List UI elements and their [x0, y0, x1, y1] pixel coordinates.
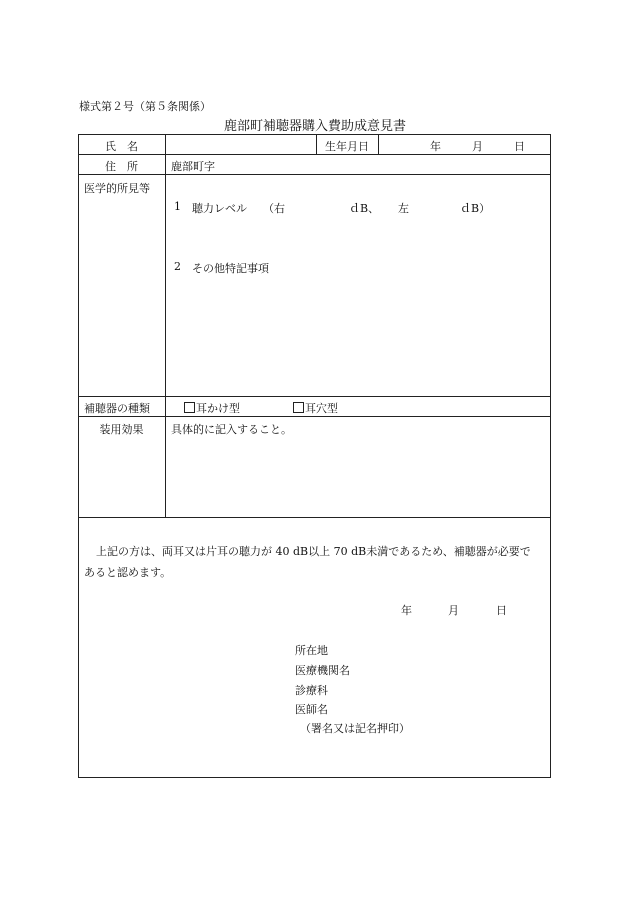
cert-day-label: 日 — [496, 604, 507, 617]
hearing-level-label: 聴力レベル — [192, 202, 247, 215]
cert-month-label: 月 — [448, 604, 459, 617]
left-ear-db-unit: ｄB） — [460, 202, 491, 215]
birth-day-label: 日 — [514, 140, 525, 153]
type-option-in-ear-label: 耳穴型 — [305, 402, 338, 415]
certification-statement-line2: あると認めます。 — [84, 566, 172, 579]
other-notes-label: その他特記事項 — [192, 262, 269, 275]
birth-year-label: 年 — [430, 140, 441, 153]
certification-statement-line1: 上記の方は、両耳又は片耳の聴力が 40 dB以上 70 dB未満であるため、補聴器が必要で — [96, 545, 531, 558]
right-ear-db-unit: ｄB、 — [349, 202, 380, 215]
effect-instruction: 具体的に記入すること。 — [171, 423, 292, 436]
medical-findings-label: 医学的所見等 — [84, 182, 150, 195]
type-option-behind-ear-label: 耳かけ型 — [196, 402, 240, 415]
effect-label: 装用効果 — [99, 423, 144, 436]
address-value: 鹿部町字 — [171, 160, 215, 173]
left-ear-label: 左 — [398, 202, 409, 215]
address-label: 住 所 — [105, 160, 138, 173]
form-title: 鹿部町補聴器購入費助成意見書 — [223, 119, 406, 134]
type-option-behind-ear[interactable] — [184, 400, 240, 416]
birthdate-label: 生年月日 — [325, 140, 369, 153]
other-notes-number: 2 — [174, 260, 181, 273]
hearing-level-number: 1 — [174, 200, 181, 213]
name-field[interactable] — [166, 135, 316, 154]
birth-month-label: 月 — [472, 140, 483, 153]
doctor-label: 医師名 — [295, 703, 328, 716]
location-label: 所在地 — [295, 644, 328, 657]
name-label: 氏 名 — [105, 140, 138, 153]
checkbox-icon[interactable] — [184, 402, 195, 413]
right-ear-label: （右 — [263, 202, 285, 215]
form-number: 様式第２号（第５条関係） — [79, 100, 211, 113]
institution-label: 医療機関名 — [295, 664, 350, 677]
hearing-aid-type-label: 補聴器の種類 — [84, 402, 150, 415]
checkbox-icon[interactable] — [293, 402, 304, 413]
signature-note: （署名又は記名押印） — [300, 722, 410, 735]
type-option-in-ear[interactable] — [293, 400, 338, 416]
cert-year-label: 年 — [401, 604, 412, 617]
department-label: 診療科 — [295, 684, 328, 697]
